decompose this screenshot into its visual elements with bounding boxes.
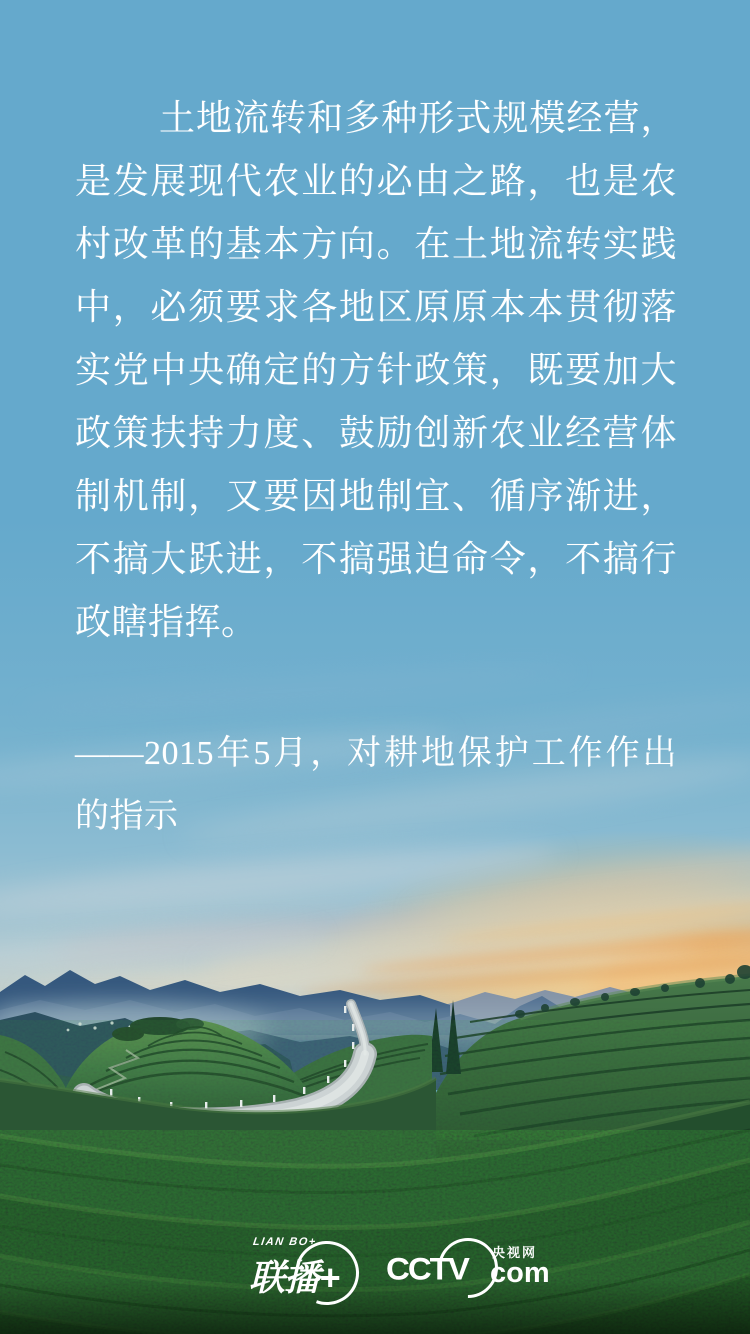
quote-line: 实党中央确定的方针政策，既要加大 [75, 350, 677, 390]
cctv-site-name: 央视网 [492, 1245, 538, 1260]
attribution [75, 722, 677, 848]
quote-line: 政瞎指挥。 [75, 602, 258, 642]
quote-line: 不搞大跃进，不搞强迫命令，不搞行 [75, 539, 677, 579]
quote-line: 中，必须要求各地区原原本本贯彻落 [75, 287, 677, 327]
quote-line: 村改革的基本方向。在土地流转实践 [75, 224, 677, 264]
cctv-wordmark: CCTV [386, 1250, 468, 1287]
quote-text [75, 87, 677, 654]
footer-logos [0, 1230, 750, 1310]
lianbo-tagline: LIAN BO+ [252, 1236, 318, 1248]
lianbo-wordmark: 联播+ [249, 1257, 340, 1298]
quote-line: 土地流转和多种形式规模经营， [159, 98, 677, 138]
cctv-logo [386, 1240, 550, 1300]
attribution-line: ——2015年5月，对耕地保护工作作出 [75, 735, 677, 772]
quote-line: 是发展现代农业的必由之路，也是农 [75, 161, 677, 201]
attribution-line: 的指示 [75, 798, 179, 835]
quote-line: 政策扶持力度、鼓励创新农业经营体 [75, 413, 677, 453]
quote-line: 制机制，又要因地制宜、循序渐进， [75, 476, 677, 516]
cctv-domain: com [490, 1257, 550, 1289]
lianbo-logo [249, 1236, 374, 1302]
